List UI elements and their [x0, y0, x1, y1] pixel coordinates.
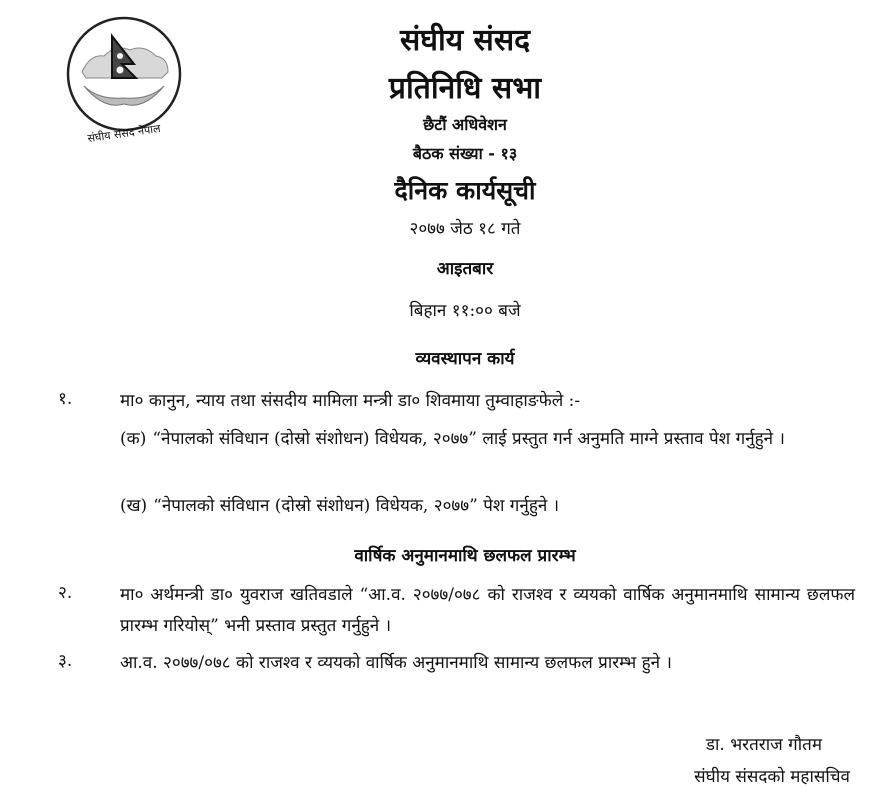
sub-item-kha-label: (ख) — [120, 496, 148, 516]
item-number-3: ३. — [58, 651, 73, 671]
meeting-day: आइतबार — [436, 259, 494, 279]
parliament-logo — [64, 14, 184, 134]
title-house-of-representatives: प्रतिनिधि सभा — [388, 71, 542, 106]
meeting-number: बैठक संख्या - १३ — [412, 144, 518, 163]
item-number-2: २. — [58, 583, 73, 603]
item-2-text: मा० अर्थमन्त्री डा० युवराज खतिवडाले “आ.व. २०७७/०७८ को राजश्व र व्ययको वार्षिक अनुमानमाथि सामान्य छलफल प्रारम्भ गरियोस्” भनी प्रस्ताव प्रस्तुत गर्नुहुने । — [120, 585, 855, 636]
signatory-name: डा. भरतराज गौतम — [705, 735, 822, 755]
logo-caption: संघीय संसद नेपाल — [86, 121, 162, 146]
sub-item-ka-text: “नेपालको संविधान (दोस्रो संशोधन) विधेयक, २०७७” लाई प्रस्तुत गर्न अनुमति माग्ने प्रस्ताव पेश गर्नुहुने । — [152, 429, 785, 449]
meeting-time: बिहान ११:०० बजे — [409, 301, 521, 321]
title-federal-parliament: संघीय संसद — [399, 23, 531, 58]
signatory-title: संघीय संसदको महासचिव — [694, 767, 850, 787]
meeting-date: २०७७ जेठ १८ गते — [409, 219, 521, 239]
agenda-title: दैनिक कार्यसूची — [394, 176, 536, 205]
item-1-text: मा० कानुन, न्याय तथा संसदीय मामिला मन्त्री डा० शिवमाया तुम्वाहाङफेले :- — [120, 391, 581, 411]
item-3-text: आ.व. २०७७/०७८ को राजश्व र व्ययको वार्षिक अनुमानमाथि सामान्य छलफल प्रारम्भ हुने । — [120, 653, 672, 673]
item-number-1: १. — [58, 389, 73, 409]
sub-item-ka-label: (क) — [120, 429, 147, 449]
parliament-emblem-icon — [64, 14, 184, 134]
sub-item-kha-text: “नेपालको संविधान (दोस्रो संशोधन) विधेयक, २०७७” पेश गर्नुहुने । — [153, 496, 560, 516]
section-heading-budget: वार्षिक अनुमानमाथि छलफल प्रारम्भ — [354, 546, 576, 566]
section-heading-legislation: व्यवस्थापन कार्य — [415, 349, 515, 369]
session-label: छैटौं अधिवेशन — [423, 115, 507, 134]
sub-item-kha — [120, 491, 860, 522]
sub-item-ka — [120, 424, 860, 455]
